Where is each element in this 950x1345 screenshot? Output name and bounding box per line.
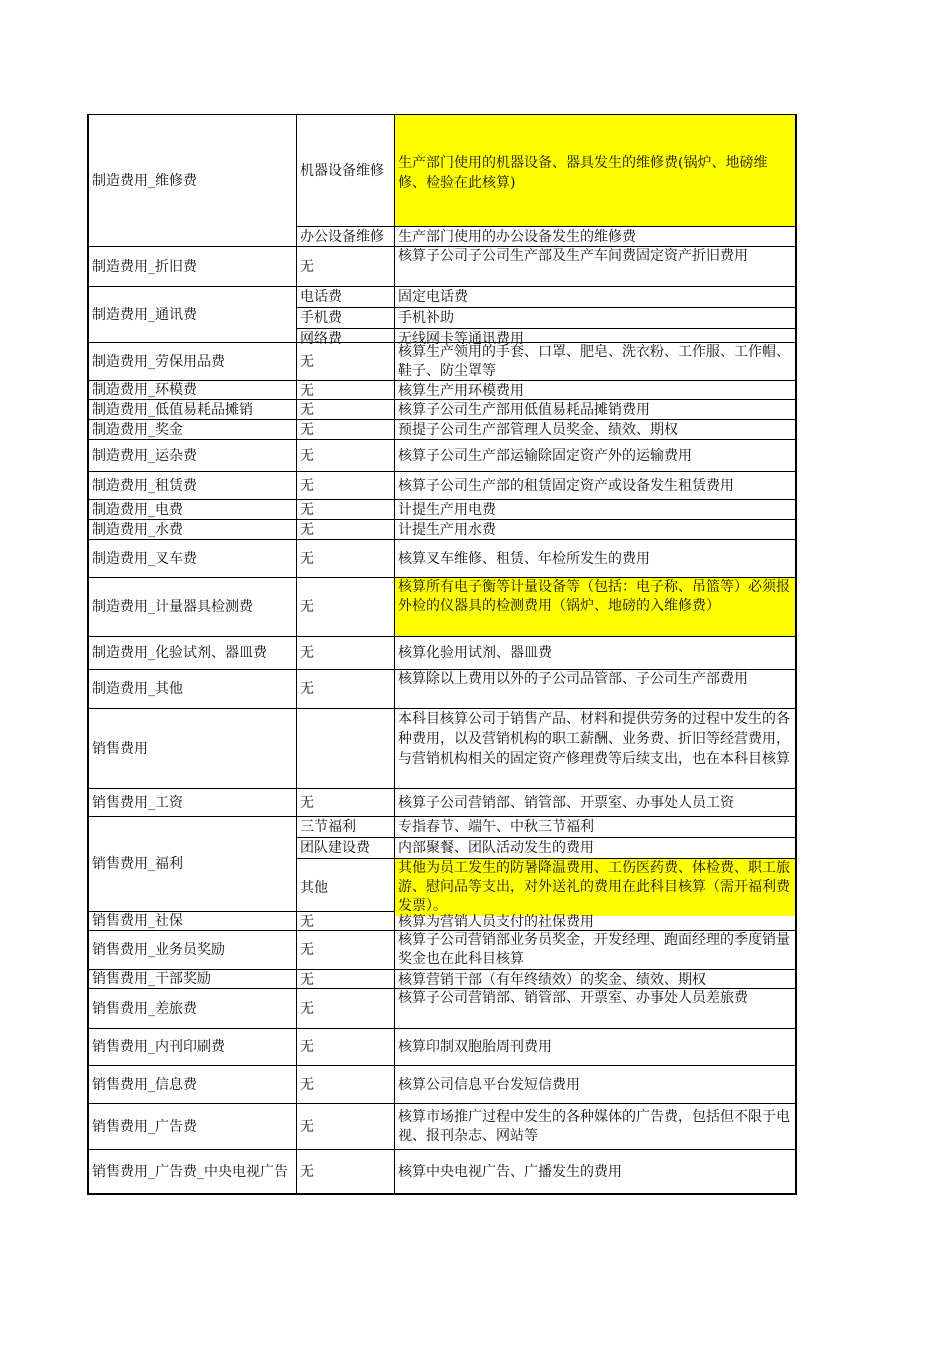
table-row bbox=[87, 709, 797, 789]
account-name-cell: 制造费用_维修费 bbox=[87, 115, 297, 246]
table-row bbox=[87, 912, 797, 931]
sub-item-cell: 无 bbox=[297, 472, 395, 499]
table-row bbox=[87, 520, 797, 540]
table-row bbox=[87, 500, 797, 520]
table-row bbox=[87, 817, 797, 912]
sub-item-cell: 无 bbox=[297, 1066, 395, 1103]
description-cell: 核算子公司子公司生产部及生产车间费固定资产折旧费用 bbox=[395, 247, 797, 286]
sub-item-cell: 无 bbox=[297, 247, 395, 286]
account-name-cell: 制造费用_奖金 bbox=[87, 420, 297, 439]
sub-item-cell: 无 bbox=[297, 670, 395, 708]
description-cell: 核算中央电视广告、广播发生的费用 bbox=[395, 1150, 797, 1193]
table-row bbox=[87, 247, 797, 287]
description-cell: 核算所有电子衡等计量设备等（包括：电子称、吊篮等）必须报外检的仪器具的检测费用（锅炉、地磅的入维修费） bbox=[395, 578, 797, 636]
sub-item-cell: 无 bbox=[297, 1029, 395, 1065]
account-name-cell: 销售费用_广告费 bbox=[87, 1104, 297, 1149]
sub-item-cell: 无 bbox=[297, 381, 395, 401]
description-cell: 核算营销干部（有年终绩效）的奖金、绩效、期权 bbox=[395, 970, 797, 990]
account-name-cell: 销售费用_差旅费 bbox=[87, 989, 297, 1028]
sub-item-cell: 三节福利 bbox=[297, 817, 395, 837]
sub-item-cell: 无 bbox=[297, 440, 395, 471]
sub-item-cell: 无 bbox=[297, 970, 395, 990]
account-name-cell: 制造费用_电费 bbox=[87, 500, 297, 519]
sub-item-cell bbox=[297, 709, 395, 788]
sub-item-cell: 无 bbox=[297, 989, 395, 1028]
sub-item-cell: 无 bbox=[297, 931, 395, 969]
table-row bbox=[87, 114, 797, 247]
account-name-cell: 销售费用_内刊印刷费 bbox=[87, 1029, 297, 1065]
sub-item-cell: 无 bbox=[297, 400, 395, 420]
description-cell: 核算子公司营销部、销管部、开票室、办事处人员工资 bbox=[395, 789, 797, 816]
description-cell: 核算除以上费用以外的子公司品管部、子公司生产部费用 bbox=[395, 670, 797, 708]
table-row bbox=[87, 440, 797, 472]
sub-item-cell: 无 bbox=[297, 420, 395, 440]
description-cell: 核算市场推广过程中发生的各种媒体的广告费，包括但不限于电视、报刊杂志、网站等 bbox=[395, 1104, 797, 1149]
description-cell: 固定电话费 bbox=[395, 287, 797, 307]
account-name-cell: 制造费用_劳保用品费 bbox=[87, 343, 297, 380]
description-cell: 计提生产用水费 bbox=[395, 520, 797, 540]
description-cell: 核算叉车维修、租赁、年检所发生的费用 bbox=[395, 540, 797, 577]
table-row bbox=[87, 287, 797, 347]
account-name-cell: 制造费用_通讯费 bbox=[87, 287, 297, 342]
sub-item-cell: 团队建设费 bbox=[297, 838, 395, 858]
sub-item-cell: 无 bbox=[297, 637, 395, 669]
description-cell: 专指春节、端午、中秋三节福利 bbox=[395, 817, 797, 837]
table-row bbox=[87, 1104, 797, 1150]
description-cell: 预提子公司生产部管理人员奖金、绩效、期权 bbox=[395, 420, 797, 440]
sub-item-cell: 网络费 bbox=[297, 329, 395, 349]
sub-item-cell: 无 bbox=[297, 540, 395, 577]
account-name-cell: 制造费用_环模费 bbox=[87, 381, 297, 399]
table-row bbox=[87, 420, 797, 440]
expense-account-table bbox=[87, 114, 797, 1195]
sub-item-cell: 无 bbox=[297, 1150, 395, 1193]
account-name-cell: 销售费用_福利 bbox=[87, 817, 297, 911]
description-cell: 生产部门使用的办公设备发生的维修费 bbox=[395, 227, 797, 247]
table-row bbox=[87, 789, 797, 817]
account-name-cell: 销售费用_干部奖励 bbox=[87, 970, 297, 988]
description-cell: 其他为员工发生的防暑降温费用、工伤医药费、体检费、职工旅游、慰问品等支出，对外送礼的费用在此科目核算（需开福利费发票）。 bbox=[395, 859, 797, 916]
description-cell: 生产部门使用的机器设备、器具发生的维修费(锅炉、地磅维修、检验在此核算) bbox=[395, 115, 797, 226]
description-cell: 核算子公司生产部用低值易耗品摊销费用 bbox=[395, 400, 797, 420]
sub-item-cell: 无 bbox=[297, 912, 395, 932]
description-cell: 核算子公司生产部的租赁固定资产或设备发生租赁费用 bbox=[395, 472, 797, 499]
description-cell: 核算生产用环模费用 bbox=[395, 381, 797, 401]
description-cell: 无线网卡等通讯费用 bbox=[395, 329, 797, 349]
sub-item-cell: 机器设备维修 bbox=[297, 115, 395, 226]
table-row bbox=[87, 989, 797, 1029]
sub-item-cell: 其他 bbox=[297, 859, 395, 916]
table-row bbox=[87, 1066, 797, 1104]
table-row bbox=[87, 637, 797, 670]
account-name-cell: 销售费用_业务员奖励 bbox=[87, 931, 297, 969]
description-cell: 核算公司信息平台发短信费用 bbox=[395, 1066, 797, 1103]
sub-item-cell: 无 bbox=[297, 520, 395, 540]
table-row bbox=[87, 343, 797, 381]
sub-item-cell: 手机费 bbox=[297, 308, 395, 328]
account-name-cell: 制造费用_水费 bbox=[87, 520, 297, 539]
description-cell: 核算子公司营销部业务员奖金，开发经理、跑面经理的季度销量奖金也在此科目核算 bbox=[395, 931, 797, 969]
table-row bbox=[87, 381, 797, 400]
sub-item-cell: 无 bbox=[297, 578, 395, 636]
account-name-cell: 制造费用_租赁费 bbox=[87, 472, 297, 499]
table-row bbox=[87, 670, 797, 709]
account-name-cell: 制造费用_叉车费 bbox=[87, 540, 297, 577]
description-cell: 计提生产用电费 bbox=[395, 500, 797, 520]
sub-item-cell: 办公设备维修 bbox=[297, 227, 395, 247]
sub-item-cell: 无 bbox=[297, 789, 395, 816]
account-name-cell: 制造费用_低值易耗品摊销 bbox=[87, 400, 297, 419]
account-name-cell: 销售费用 bbox=[87, 709, 297, 788]
description-cell: 核算子公司生产部运输除固定资产外的运输费用 bbox=[395, 440, 797, 471]
table-row bbox=[87, 578, 797, 637]
description-cell: 核算化验用试剂、器皿费 bbox=[395, 637, 797, 669]
account-name-cell: 制造费用_化验试剂、器皿费 bbox=[87, 637, 297, 669]
table-row bbox=[87, 931, 797, 970]
sub-item-cell: 无 bbox=[297, 500, 395, 520]
table-row bbox=[87, 400, 797, 420]
description-cell: 核算生产领用的手套、口罩、肥皂、洗衣粉、工作服、工作帽、鞋子、防尘罩等 bbox=[395, 343, 797, 381]
sub-item-cell: 电话费 bbox=[297, 287, 395, 307]
description-cell: 核算为营销人员支付的社保费用 bbox=[395, 912, 797, 932]
table-row bbox=[87, 540, 797, 578]
account-name-cell: 销售费用_信息费 bbox=[87, 1066, 297, 1103]
sub-item-cell: 无 bbox=[297, 1104, 395, 1149]
description-cell: 内部聚餐、团队活动发生的费用 bbox=[395, 838, 797, 858]
account-name-cell: 制造费用_其他 bbox=[87, 670, 297, 708]
description-cell: 手机补助 bbox=[395, 308, 797, 328]
table-row bbox=[87, 1150, 797, 1195]
account-name-cell: 销售费用_社保 bbox=[87, 912, 297, 930]
table-row bbox=[87, 472, 797, 500]
account-name-cell: 制造费用_运杂费 bbox=[87, 440, 297, 471]
account-name-cell: 销售费用_工资 bbox=[87, 789, 297, 816]
description-cell: 核算子公司营销部、销管部、开票室、办事处人员差旅费 bbox=[395, 989, 797, 1028]
description-cell: 本科目核算公司于销售产品、材料和提供劳务的过程中发生的各种费用，以及营销机构的职工薪酬、业务费、折旧等经营费用，与营销机构相关的固定资产修理费等后续支出，也在本科目核算 bbox=[395, 709, 797, 788]
account-name-cell: 销售费用_广告费_中央电视广告 bbox=[87, 1150, 297, 1193]
account-name-cell: 制造费用_计量器具检测费 bbox=[87, 578, 297, 636]
table-row bbox=[87, 970, 797, 989]
description-cell: 核算印制双胞胎周刊费用 bbox=[395, 1029, 797, 1065]
sub-item-cell: 无 bbox=[297, 343, 395, 381]
table-row bbox=[87, 1029, 797, 1066]
account-name-cell: 制造费用_折旧费 bbox=[87, 247, 297, 286]
